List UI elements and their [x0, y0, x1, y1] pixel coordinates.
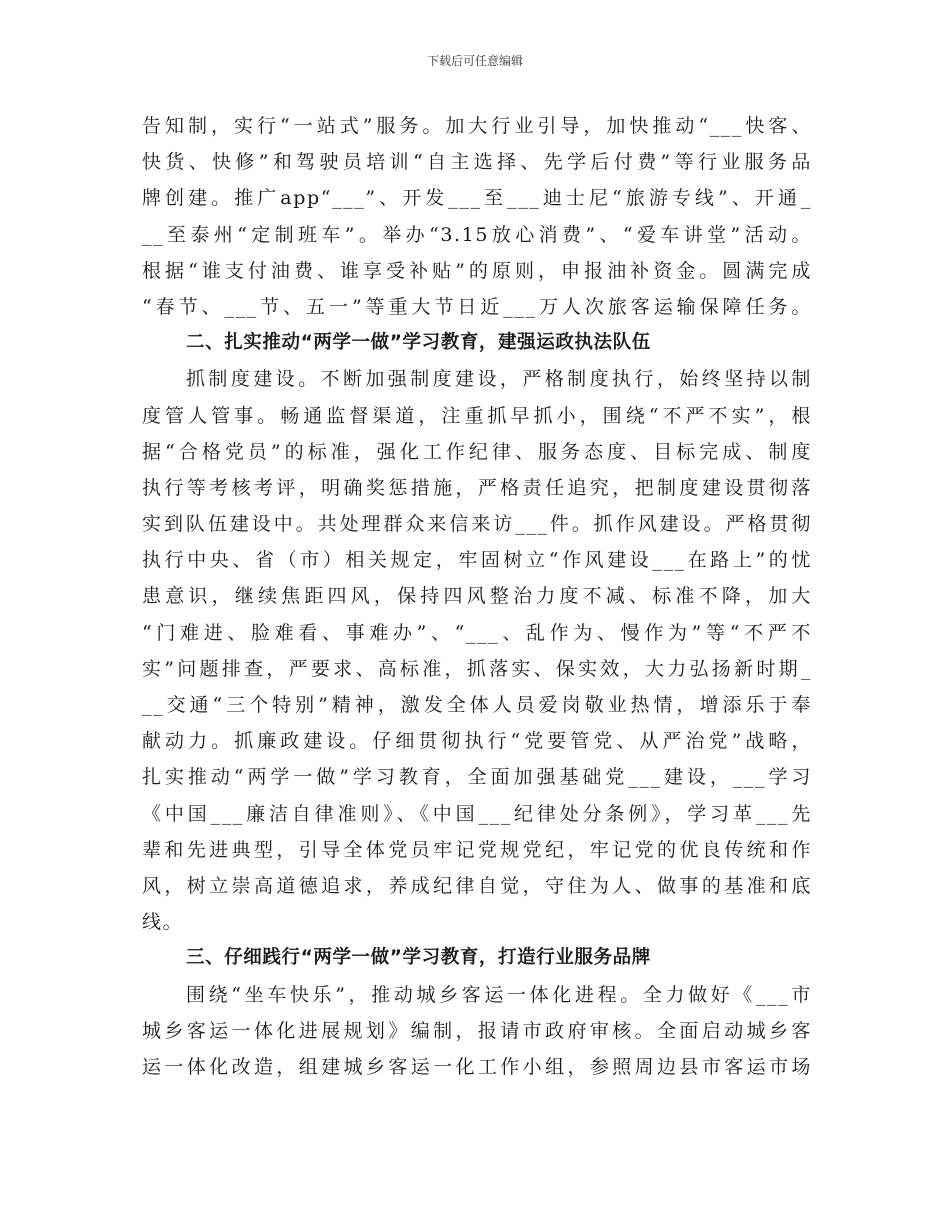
text-line: 快货、快修”和驾驶员培训“自主选择、先学后付费”等行业服务品	[142, 151, 812, 174]
text-line: 度管人管事。畅通监督渠道，注重抓早抓小，围绕“不严不实”，根	[142, 404, 812, 427]
page-header: 下载后可任意编辑	[426, 54, 523, 68]
text-line: __交通“三个特别”精神，激发全体人员爱岗敬业热情，增添乐于奉	[142, 694, 812, 716]
text-line: “门难进、脸难看、事难办”、“___、乱作为、慢作为”等“不严不	[142, 621, 812, 644]
text-line: 运一体化改造，组建城乡客运一化工作小组，参照周边县市客运市场	[142, 1055, 812, 1078]
text-line: 献动力。抓廉政建设。仔细贯彻执行“党要管党、从严治党”战略，	[142, 730, 812, 753]
text-line: 据“合格党员”的标准，强化工作纪律、服务态度、目标完成、制度	[142, 440, 812, 463]
text-line: __至泰州“定制班车”。举办“3.15放心消费”、“爱车讲堂”活动。	[142, 223, 812, 246]
text-line: 扎实推动“两学一做”学习教育，全面加强基础党___建设，___学习	[142, 766, 812, 789]
text-line: 围绕“坐车快乐”，推动城乡客运一体化进程。全力做好《___市	[186, 983, 812, 1006]
document-body	[142, 108, 812, 1085]
text-line: 风，树立崇高道德追求，养成纪律自觉，守住为人、做事的基准和底	[142, 874, 812, 897]
text-line: 辈和先进典型，引导全体党员牢记党规党纪，牢记党的优良传统和作	[142, 838, 812, 861]
text-line: 城乡客运一体化进展规划》编制，报请市政府审核。全面启动城乡客	[142, 1019, 812, 1042]
text-line: 抓制度建设。不断加强制度建设，严格制度执行，始终坚持以制	[186, 368, 812, 391]
text-line: 实”问题排查，严要求、高标准，抓落实、保实效，大力弘扬新时期_	[142, 657, 812, 680]
text-line: 患意识，继续焦距四风，保持四风整治力度不减、标准不降，加大	[142, 585, 812, 608]
section-heading-3: 三、仔细践行“两学一做”学习教育，打造行业服务品牌	[186, 947, 651, 969]
text-line: 牌创建。推广app“___”、开发___至___迪士尼“旅游专线”、开通_	[142, 187, 812, 210]
text-line: 执行等考核考评，明确奖惩措施，严格责任追究，把制度建设贯彻落	[142, 476, 812, 499]
text-line: 《中国___廉洁自律准则》、《中国___纪律处分条例》，学习革___先	[142, 802, 812, 825]
text-line: 告知制，实行“一站式”服务。加大行业引导，加快推动“___快客、	[142, 115, 812, 137]
text-line: “春节、___节、五一”等重大节日近___万人次旅客运输保障任务。	[142, 295, 812, 318]
text-line: 线。	[142, 911, 184, 934]
text-line: 根据“谁支付油费、谁享受补贴”的原则，申报油补资金。圆满完成	[142, 259, 812, 282]
section-heading-2: 二、扎实推动“两学一做”学习教育，建强运政执法队伍	[186, 332, 651, 354]
text-line: 执行中央、省（市）相关规定，牢固树立“作风建设___在路上”的忧	[142, 549, 812, 572]
text-line: 实到队伍建设中。共处理群众来信来访___件。抓作风建设。严格贯彻	[142, 513, 812, 536]
